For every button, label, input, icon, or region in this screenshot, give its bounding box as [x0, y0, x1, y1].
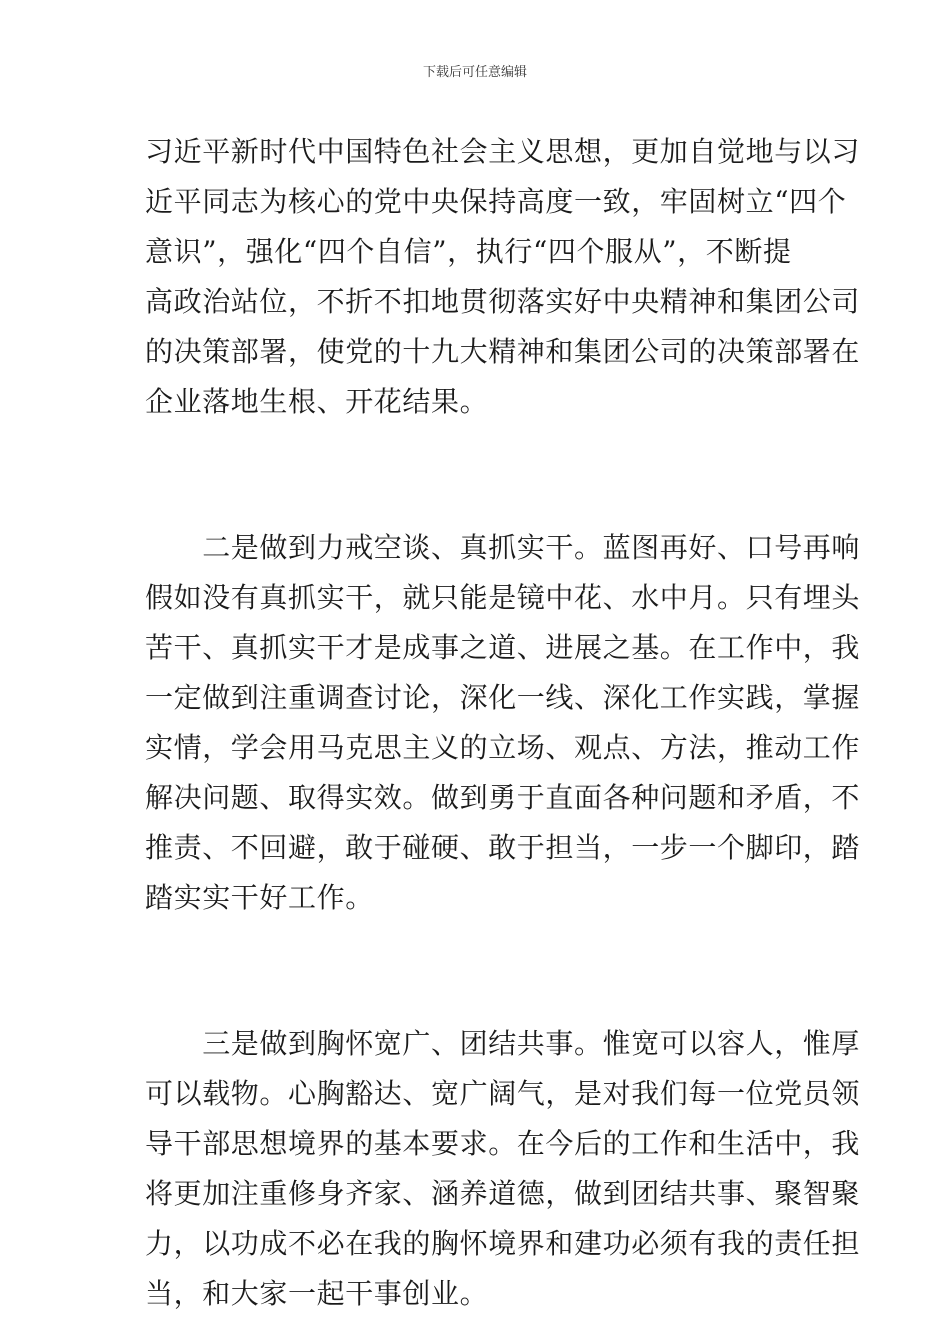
text-line: 将更加注重修身齐家、涵养道德，做到团结共事、聚智聚 — [145, 1177, 861, 1210]
page-header: 下载后可任意编辑 — [422, 65, 527, 80]
text-line: 的决策部署，使党的十九大精神和集团公司的决策部署在 — [145, 335, 861, 368]
text-line: 踏实实干好工作。 — [145, 881, 374, 914]
text-line: 力，以功成不必在我的胸怀境界和建功必须有我的责任担 — [145, 1227, 861, 1260]
text-line: 解决问题、取得实效。做到勇于直面各种问题和矛盾，不 — [145, 781, 861, 814]
text-line: 企业落地生根、开花结果。 — [145, 385, 489, 418]
paragraph-1 — [145, 127, 861, 427]
document-body — [145, 127, 861, 1319]
text-line: 苦干、真抓实干才是成事之道、进展之基。在工作中，我 — [145, 631, 861, 664]
text-line: 三是做到胸怀宽广、团结共事。惟宽可以容人，惟厚 — [145, 1027, 861, 1060]
paragraph-3 — [145, 1019, 861, 1319]
text-line: 假如没有真抓实干，就只能是镜中花、水中月。只有埋头 — [145, 581, 861, 614]
text-line: 意识”，强化“四个自信”，执行“四个服从”，不断提 — [145, 235, 792, 268]
text-line: 导干部思想境界的基本要求。在今后的工作和生活中，我 — [145, 1127, 861, 1160]
paragraph-spacer — [145, 427, 807, 523]
text-line: 近平同志为核心的党中央保持高度一致，牢固树立“四个 — [145, 185, 847, 218]
text-line: 实情，学会用马克思主义的立场、观点、方法，推动工作 — [145, 731, 861, 764]
text-line: 习近平新时代中国特色社会主义思想，更加自觉地与以习 — [145, 135, 861, 168]
text-line: 一定做到注重调查讨论，深化一线、深化工作实践，掌握 — [145, 681, 861, 714]
text-line: 二是做到力戒空谈、真抓实干。蓝图再好、口号再响 — [145, 531, 861, 564]
paragraph-2 — [145, 523, 861, 923]
paragraph-spacer — [145, 923, 807, 1019]
text-line: 高政治站位，不折不扣地贯彻落实好中央精神和集团公司 — [145, 285, 861, 318]
text-line: 可以载物。心胸豁达、宽广阔气，是对我们每一位党员领 — [145, 1077, 861, 1110]
text-line: 推责、不回避，敢于碰硬、敢于担当，一步一个脚印，踏 — [145, 831, 861, 864]
text-line: 当，和大家一起干事创业。 — [145, 1277, 489, 1310]
